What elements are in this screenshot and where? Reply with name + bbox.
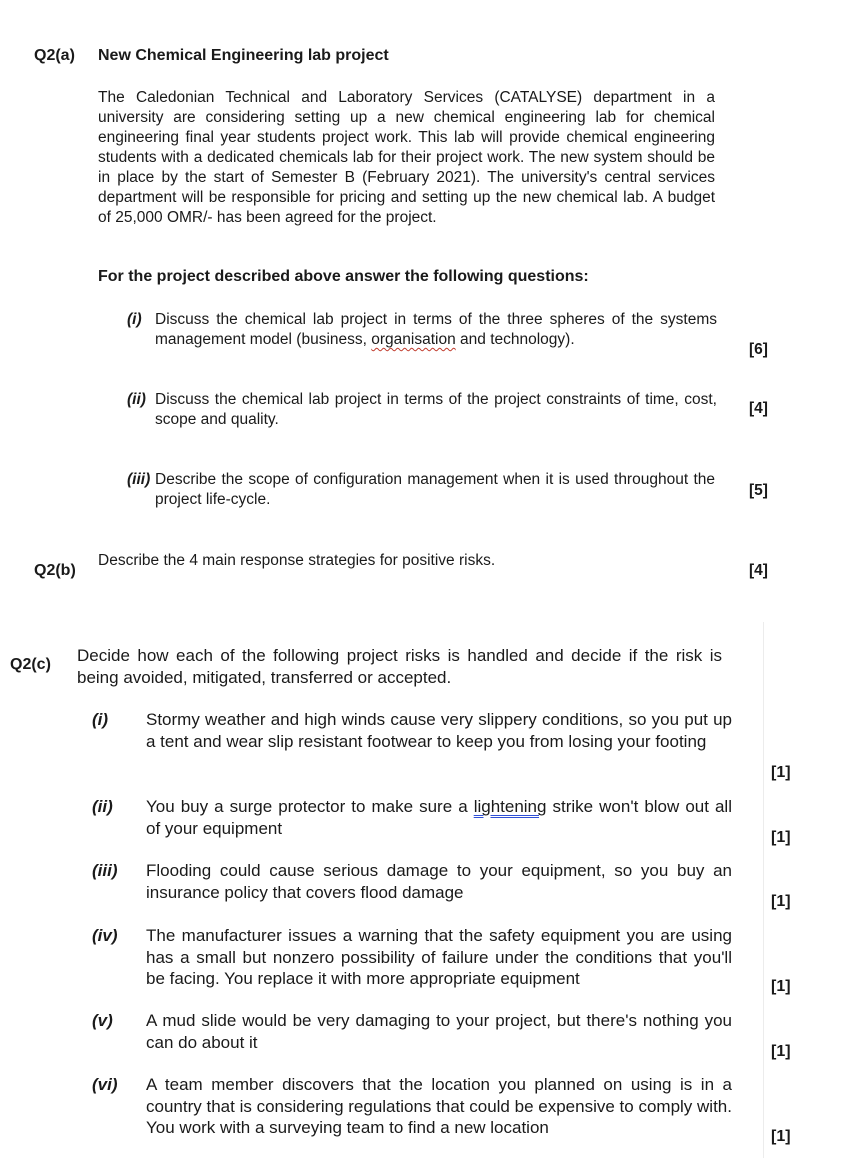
item-text-2a-i: Discuss the chemical lab project in terms of the three spheres of the systems management model (business, organisation and technology).	[155, 311, 717, 348]
spellcheck-word: organisation	[371, 331, 456, 348]
grammar-check-word: lightening	[473, 797, 547, 816]
item-text-2c-iii: Flooding could cause serious damage to your equipment, so you buy an insurance policy that covers flood damage	[146, 861, 732, 902]
item-number-2c-vi: (vi)	[92, 1075, 118, 1094]
item-text-2a-ii: Discuss the chemical lab project in terms of the project constraints of time, cost, scope and quality.	[155, 391, 717, 428]
question-title-2a: New Chemical Engineering lab project	[98, 47, 389, 64]
project-description: The Caledonian Technical and Laboratory Services (CATALYSE) department in a university are considering setting up a new chemical engineering lab for chemical engineering final year students project work. This lab will provide chemical engineering students with a dedicated chemicals lab for their project work. The new system should be in place by the start of Semester B (February 2021). The university's central services department will be responsible for pricing and setting up the new chemical lab. A budget of 25,000 OMR/- has been agreed for the project.	[98, 89, 715, 226]
item-text-2c-i: Stormy weather and high winds cause very slippery conditions, so you put up a tent and wear slip resistant footwear to keep you from losing your footing	[146, 710, 732, 751]
item-number-2c-ii: (ii)	[92, 797, 113, 816]
mark-2c-i: [1]	[771, 764, 791, 781]
mark-2b: [4]	[749, 562, 768, 579]
question-intro-2c: Decide how each of the following project risks is handled and decide if the risk is being avoided, mitigated, transferred or accepted.	[77, 646, 722, 687]
item-text-2c-ii: You buy a surge protector to make sure a lightening strike won't blow out all of your equipment	[146, 797, 732, 838]
item-number-2c-i: (i)	[92, 710, 109, 729]
mark-2a-i: [6]	[749, 341, 768, 358]
item-number-2a-i: (i)	[127, 311, 142, 328]
question-text-2b: Describe the 4 main response strategies for positive risks.	[98, 552, 496, 569]
question-label-2c: Q2(c)	[10, 656, 51, 673]
mark-2c-iii: [1]	[771, 893, 791, 910]
mark-2c-v: [1]	[771, 1043, 791, 1060]
item-number-2a-ii: (ii)	[127, 391, 146, 408]
item-number-2c-iii: (iii)	[92, 861, 118, 880]
question-label-2b: Q2(b)	[34, 562, 76, 579]
mark-2a-iii: [5]	[749, 482, 768, 499]
item-text-2c-v: A mud slide would be very damaging to your project, but there's nothing you can do about it	[146, 1011, 732, 1052]
item-text-2a-iii: Describe the scope of configuration management when it is used throughout the project life-cycle.	[155, 471, 715, 508]
mark-2c-vi: [1]	[771, 1128, 791, 1145]
mark-2c-iv: [1]	[771, 978, 791, 995]
mark-2a-ii: [4]	[749, 400, 768, 417]
margin-divider	[763, 622, 764, 1158]
instruction-text: For the project described above answer the following questions:	[98, 268, 589, 285]
item-number-2c-v: (v)	[92, 1011, 113, 1030]
item-number-2c-iv: (iv)	[92, 926, 118, 945]
mark-2c-ii: [1]	[771, 829, 791, 846]
item-text-2c-vi: A team member discovers that the location you planned on using is in a country that is considering regulations that could be expensive to comply with. You work with a surveying team to find a new location	[146, 1075, 732, 1137]
item-text-2c-iv: The manufacturer issues a warning that the safety equipment you are using has a small but nonzero possibility of failure under the conditions that you'll be facing. You replace it with more appropriate equipment	[146, 926, 732, 988]
item-number-2a-iii: (iii)	[127, 471, 151, 488]
question-label-2a: Q2(a)	[34, 47, 75, 64]
